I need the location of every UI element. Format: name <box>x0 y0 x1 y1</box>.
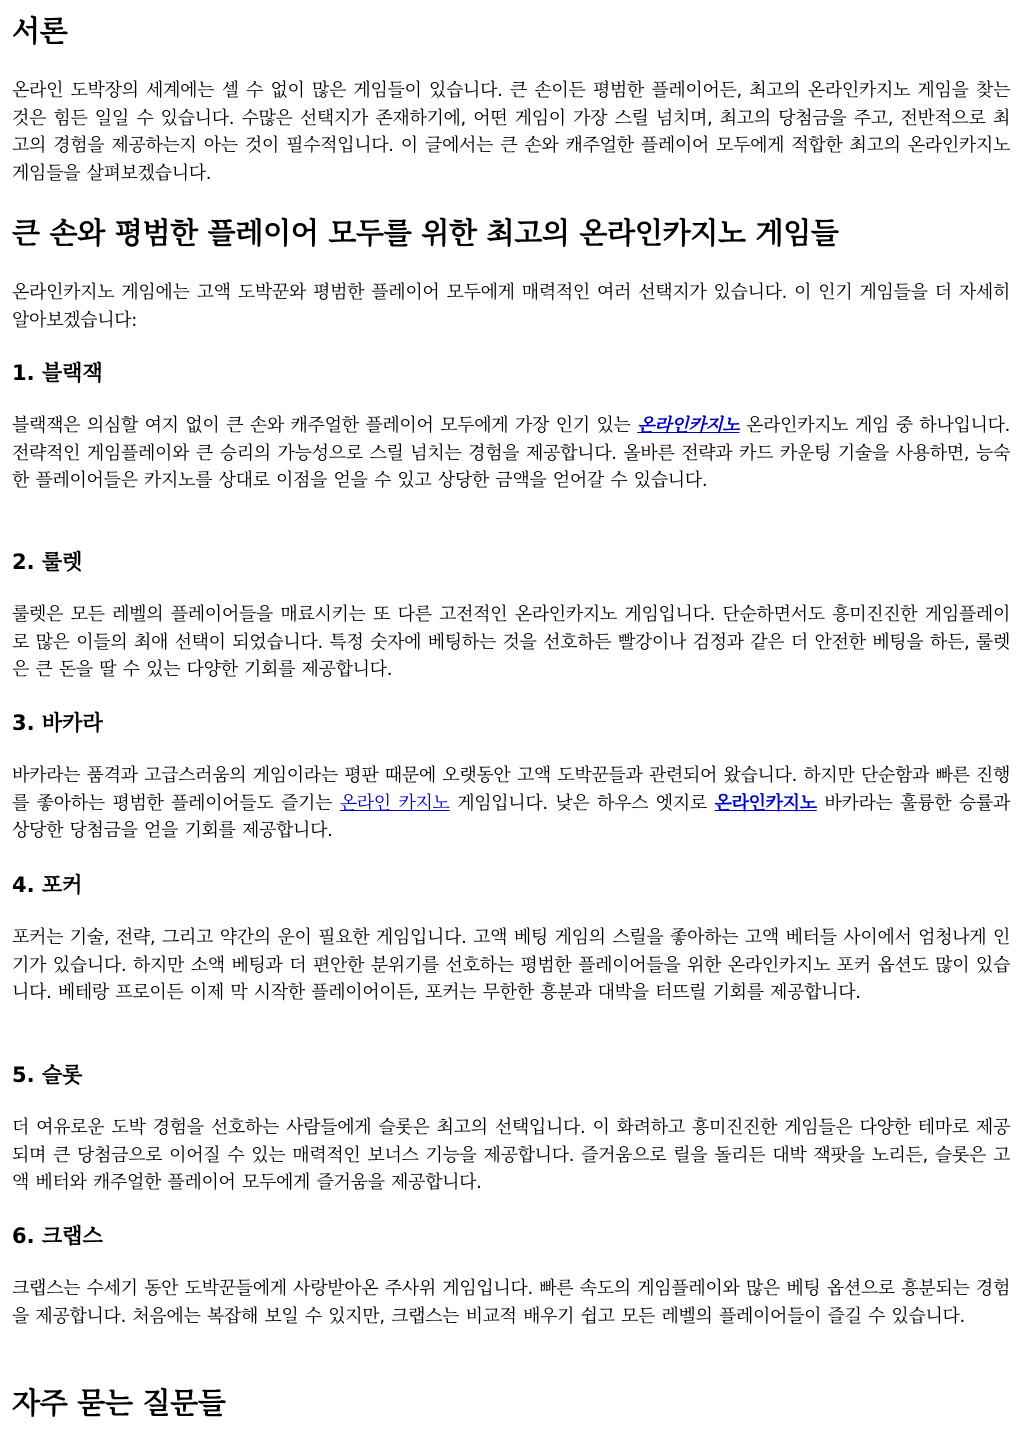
roulette-heading: 2. 룰렛 <box>12 550 83 574</box>
baccarat-paragraph <box>12 762 1010 845</box>
blackjack-paragraph <box>12 412 1010 495</box>
baccarat-text-1: 바카라는 품격과 고급스러움의 게임이라는 평판 때문에 오랫동안 고액 도박꾼들과 관련되어 왔습니다. 하지만 단순함과 빠른 진행를 좋아하는 평범한 플레이어들도 즐기는 <box>12 765 1010 814</box>
faq-title: 자주 묻는 질문들 <box>12 1386 226 1420</box>
blackjack-heading: 1. 블랙잭 <box>12 361 103 385</box>
craps-paragraph: 크랩스는 수세기 동안 도박꾼들에게 사랑받아온 주사위 게임입니다. 빠른 속도의 게임플레이와 많은 베팅 옵션으로 흥분되는 경험을 제공합니다. 처음에는 복잡해 보일 수 있지만, 크랩스는 비교적 배우기 쉽고 모든 레벨의 플레이어들이 즐길 수 있습니다. <box>12 1278 1010 1327</box>
baccarat-heading: 3. 바카라 <box>12 711 103 735</box>
poker-paragraph: 포커는 기술, 전략, 그리고 약간의 운이 필요한 게임입니다. 고액 베팅 게임의 스릴을 좋아하는 고액 베터들 사이에서 엄청나게 인기가 있습니다. 하지만 소액 베팅과 더 편안한 분위기를 선호하는 평범한 플레이어들을 위한 온라인카지노 포커 옵션도 많이 있습니다. 베테랑 프로이든 이제 막 시작한 플레이어이든, 포커는 무한한 흥분과 대박을 터뜨릴 기회를 제공합니다. <box>12 927 1010 1003</box>
intro-paragraph: 온라인 도박장의 세계에는 셀 수 없이 많은 게임들이 있습니다. 큰 손이든 평범한 플레이어든, 최고의 온라인카지노 게임을 찾는 것은 힘든 일일 수 있습니다. 수많은 선택지가 존재하기에, 어떤 게임이 가장 스릴 넘치며, 최고의 당첨금을 주고, 전반적으로 최고의 경험을 제공하는지 아는 것이 필수적입니다. 이 글에서는 큰 손와 캐주얼한 플레이어 모두에게 적합한 최고의 온라인카지노 게임들을 살펴보겠습니다. <box>12 80 1010 184</box>
poker-heading: 4. 포커 <box>12 873 83 897</box>
craps-heading: 6. 크랩스 <box>12 1224 103 1248</box>
intro-title: 서론 <box>12 14 68 48</box>
slots-paragraph: 더 여유로운 도박 경험을 선호하는 사람들에게 슬롯은 최고의 선택입니다. 이 화려하고 흥미진진한 게임들은 다양한 테마로 제공되며 큰 당첨금으로 이어질 수 있는 매력적인 보너스 기능을 제공합니다. 즐거움으로 릴을 돌리든 대박 잭팟을 노리든, 슬롯은 고액 베터와 캐주얼한 플레이어 모두에게 즐거움을 제공합니다. <box>12 1117 1010 1193</box>
blackjack-text-before: 블랙잭은 의심할 여지 없이 큰 손와 캐주얼한 플레이어 모두에게 가장 인기 있는 <box>12 415 638 436</box>
roulette-paragraph: 룰렛은 모든 레벨의 플레이어들을 매료시키는 또 다른 고전적인 온라인카지노 게임입니다. 단순하면서도 흥미진진한 게임플레이로 많은 이들의 최애 선택이 되었습니다. 특정 숫자에 베팅하는 것을 선호하든 빨강이나 검정과 같은 더 안전한 베팅을 하든, 룰렛은 큰 돈을 딸 수 있는 다양한 기회를 제공합니다. <box>12 604 1010 680</box>
games-section-paragraph: 온라인카지노 게임에는 고액 도박꾼와 평범한 플레이어 모두에게 매력적인 여러 선택지가 있습니다. 이 인기 게임들을 더 자세히 알아보겠습니다: <box>12 282 1010 331</box>
baccarat-text-3: 바카라는 훌륭한 승률과 상당한 당첨금을 얻을 기회를 제공합니다. <box>12 792 1010 841</box>
online-casino-link[interactable]: 온라인 카지노 <box>339 792 450 814</box>
games-section-title: 큰 손와 평범한 플레이어 모두를 위한 최고의 온라인카지노 게임들 <box>12 216 839 250</box>
slots-heading: 5. 슬롯 <box>12 1063 83 1087</box>
baccarat-text-2: 게임입니다. 낮은 하우스 엣지로 <box>449 792 715 814</box>
online-casino-link[interactable]: 온라인카지노 <box>714 792 817 814</box>
blackjack-text-after: 온라인카지노 게임 중 하나입니다. 전략적인 게임플레이와 큰 승리의 가능성으로 스릴 넘치는 경험을 제공합니다. 올바른 전략과 카드 카운팅 기술을 사용하면, 능숙한 플레이어들은 카지노를 상대로 이점을 얻을 수 있고 상당한 금액을 얻어갈 수 있습니다. <box>12 415 1010 491</box>
online-casino-link[interactable]: 온라인카지노 <box>637 415 740 436</box>
